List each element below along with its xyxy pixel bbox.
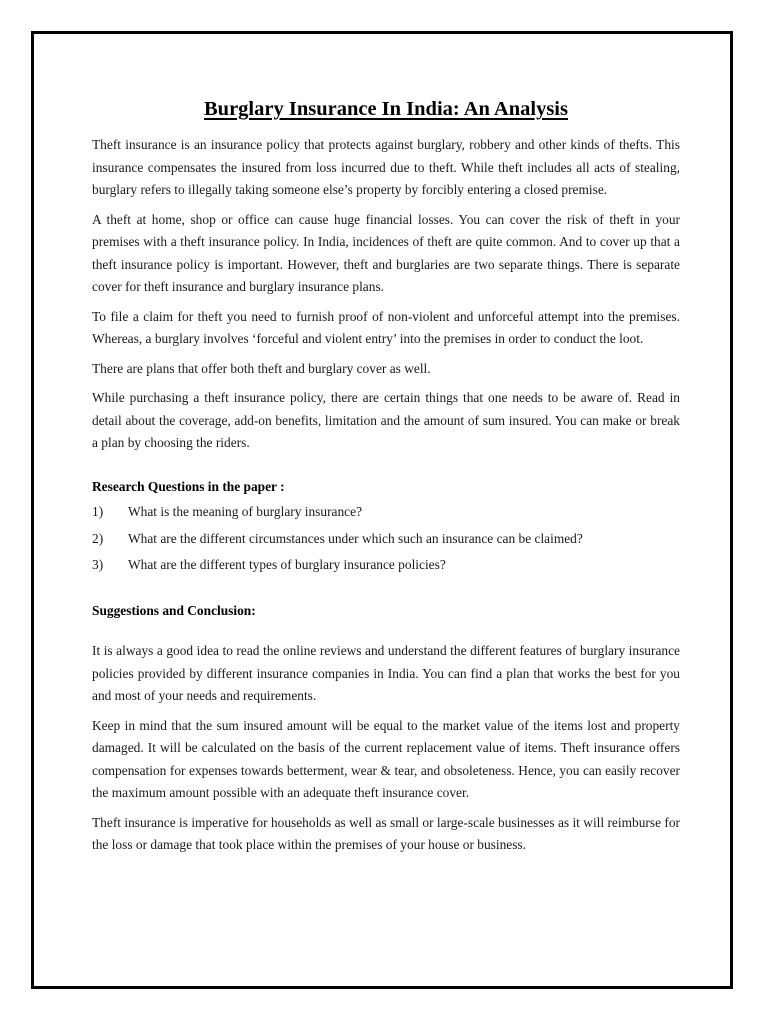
- question-number: 1): [92, 504, 104, 519]
- conclusion-heading: Suggestions and Conclusion:: [92, 602, 256, 618]
- intro-paragraph-4: There are plans that offer both theft and burglary cover as well.: [92, 360, 431, 376]
- intro-paragraph-3: To file a claim for theft you need to furnish proof of non-violent and unforceful attempt into the premises. Whereas, a burglary involves ‘forceful and violent entry’ into the premises in order to conduct the loot.: [92, 308, 680, 346]
- research-question-item: [92, 528, 680, 551]
- research-questions-heading: Research Questions in the paper :: [92, 478, 285, 494]
- intro-paragraph-1: Theft insurance is an insurance policy that protects against burglary, robbery and other kinds of thefts. This insurance compensates the insured from loss incurred due to theft. While theft includes all acts of stealing, burglary refers to illegally taking someone else’s property by forcibly entering a closed premise.: [92, 137, 680, 197]
- question-number: 3): [92, 557, 104, 572]
- conclusion-paragraph-2: Keep in mind that the sum insured amount will be equal to the market value of the items lost and property damaged. It will be calculated on the basis of the current replacement value of items. Theft insurance offers compensation for expenses towards betterment, wear & tear, and obsoleteness. Hence, you can easily recover the maximum amount possible with an adequate theft insurance cover.: [92, 717, 680, 800]
- document-title: Burglary Insurance In India: An Analysis: [204, 98, 568, 120]
- conclusion-paragraph-1: It is always a good idea to read the online reviews and understand the different features of burglary insurance policies provided by different insurance companies in India. You can find a plan that works the best for you and most of your needs and requirements.: [92, 643, 680, 703]
- question-text: What are the different circumstances under which such an insurance can be claimed?: [128, 530, 583, 546]
- conclusion-paragraph-3: Theft insurance is imperative for households as well as small or large-scale businesses as it will reimburse for the loss or damage that took place within the premises of your house or business.: [92, 814, 680, 852]
- research-question-item: [92, 501, 680, 524]
- page-border: [31, 31, 733, 989]
- intro-paragraph-2: A theft at home, shop or office can cause huge financial losses. You can cover the risk of theft in your premises with a theft insurance policy. In India, incidences of theft are quite common. And to cover up that a theft insurance policy is important. However, theft and burglaries are two separate things. There is separate cover for theft insurance and burglary insurance plans.: [92, 211, 680, 294]
- question-text: What are the different types of burglary insurance policies?: [128, 557, 446, 572]
- intro-paragraph-5: While purchasing a theft insurance policy, there are certain things that one needs to be aware of. Read in detail about the coverage, add-on benefits, limitation and the amount of sum insured. You can make or break a plan by choosing the riders.: [92, 390, 680, 450]
- research-questions-list: [92, 501, 680, 577]
- question-text: What is the meaning of burglary insurance?: [128, 504, 363, 519]
- document-body: [92, 96, 680, 864]
- question-number: 2): [92, 530, 104, 546]
- research-question-item: [92, 554, 680, 577]
